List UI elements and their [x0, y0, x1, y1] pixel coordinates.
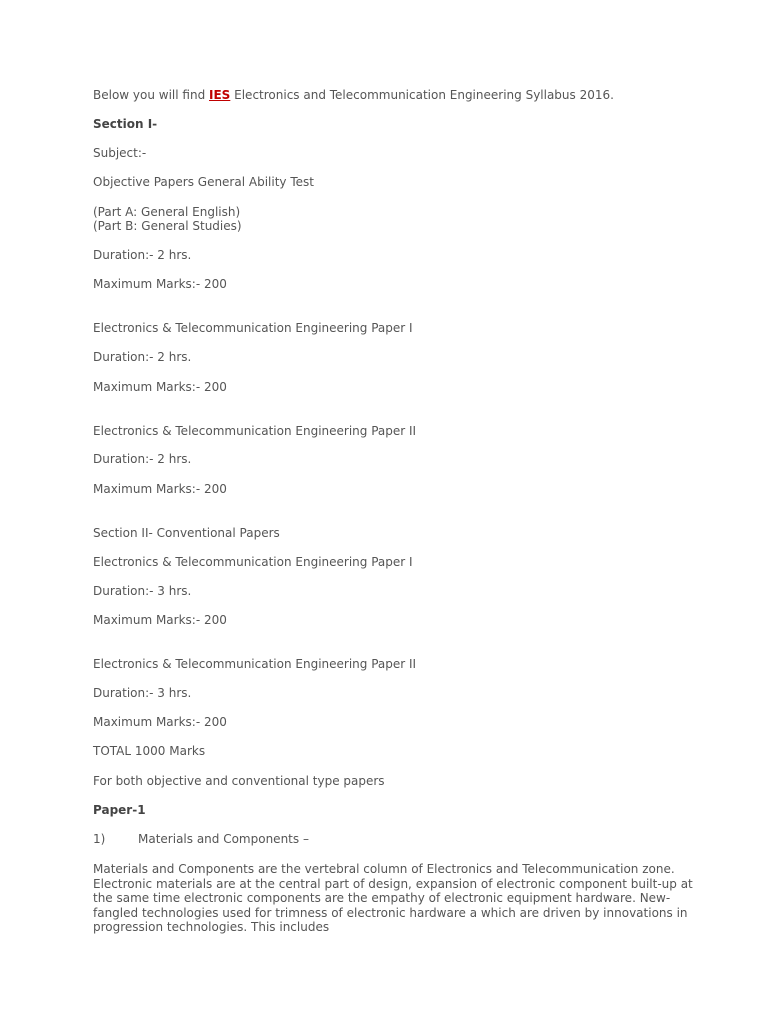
- subject-label: Subject:-: [93, 146, 147, 160]
- s1-paper1-title: Electronics & Telecommunication Engineering Paper I: [93, 321, 413, 335]
- s2-paper1-title: Electronics & Telecommunication Engineering Paper I: [93, 555, 413, 569]
- intro-line: [93, 88, 614, 103]
- s1-paper1-marks: Maximum Marks:- 200: [93, 380, 227, 394]
- paragraph-line: the same time electronic components are the empathy of electronic equipment hardware. New-: [93, 891, 671, 905]
- s1-paper2-title: Electronics & Telecommunication Engineering Paper II: [93, 424, 417, 438]
- paragraph-line: fangled technologies used for trimness of electronic hardware a which are driven by innovations in: [93, 905, 688, 920]
- s2-paper2-marks: Maximum Marks:- 200: [93, 715, 227, 729]
- paragraph-line: Materials and Components are the vertebral column of Electronics and Telecommunication zone.: [93, 862, 675, 876]
- intro-suffix: Electronics and Telecommunication Engineering Syllabus 2016.: [230, 88, 614, 102]
- s2-paper2-title: Electronics & Telecommunication Engineering Paper II: [93, 657, 417, 671]
- s1-paper2-marks: Maximum Marks:- 200: [93, 482, 227, 496]
- paragraph-line: progression technologies. This includes: [93, 920, 330, 934]
- both-types-note: For both objective and conventional type papers: [93, 774, 385, 788]
- part-b-text: (Part B: General Studies): [93, 219, 242, 233]
- paper-1-heading: Paper-1: [93, 803, 146, 817]
- materials-paragraph: [93, 862, 693, 935]
- item-1-number: 1): [93, 832, 106, 846]
- s2-paper1-marks: Maximum Marks:- 200: [93, 613, 227, 627]
- s1-paper2-duration: Duration:- 2 hrs.: [93, 452, 192, 466]
- s2-paper1-duration: Duration:- 3 hrs.: [93, 584, 192, 598]
- objective-marks: Maximum Marks:- 200: [93, 277, 227, 291]
- section-1-heading: Section I-: [93, 117, 158, 131]
- section-2-heading: Section II- Conventional Papers: [93, 526, 280, 540]
- paragraph-line: Electronic materials are at the central part of design, expansion of electronic component built-up at: [93, 876, 693, 891]
- objective-duration: Duration:- 2 hrs.: [93, 248, 192, 262]
- ies-link[interactable]: IES: [209, 88, 231, 102]
- item-1-title: Materials and Components –: [138, 832, 309, 846]
- objective-papers-title: Objective Papers General Ability Test: [93, 175, 314, 189]
- s2-paper2-duration: Duration:- 3 hrs.: [93, 686, 192, 700]
- intro-prefix: Below you will find: [93, 88, 210, 102]
- total-marks: TOTAL 1000 Marks: [93, 744, 206, 758]
- part-a-text: (Part A: General English): [93, 205, 241, 219]
- s1-paper1-duration: Duration:- 2 hrs.: [93, 350, 192, 364]
- item-1-line: [93, 832, 309, 847]
